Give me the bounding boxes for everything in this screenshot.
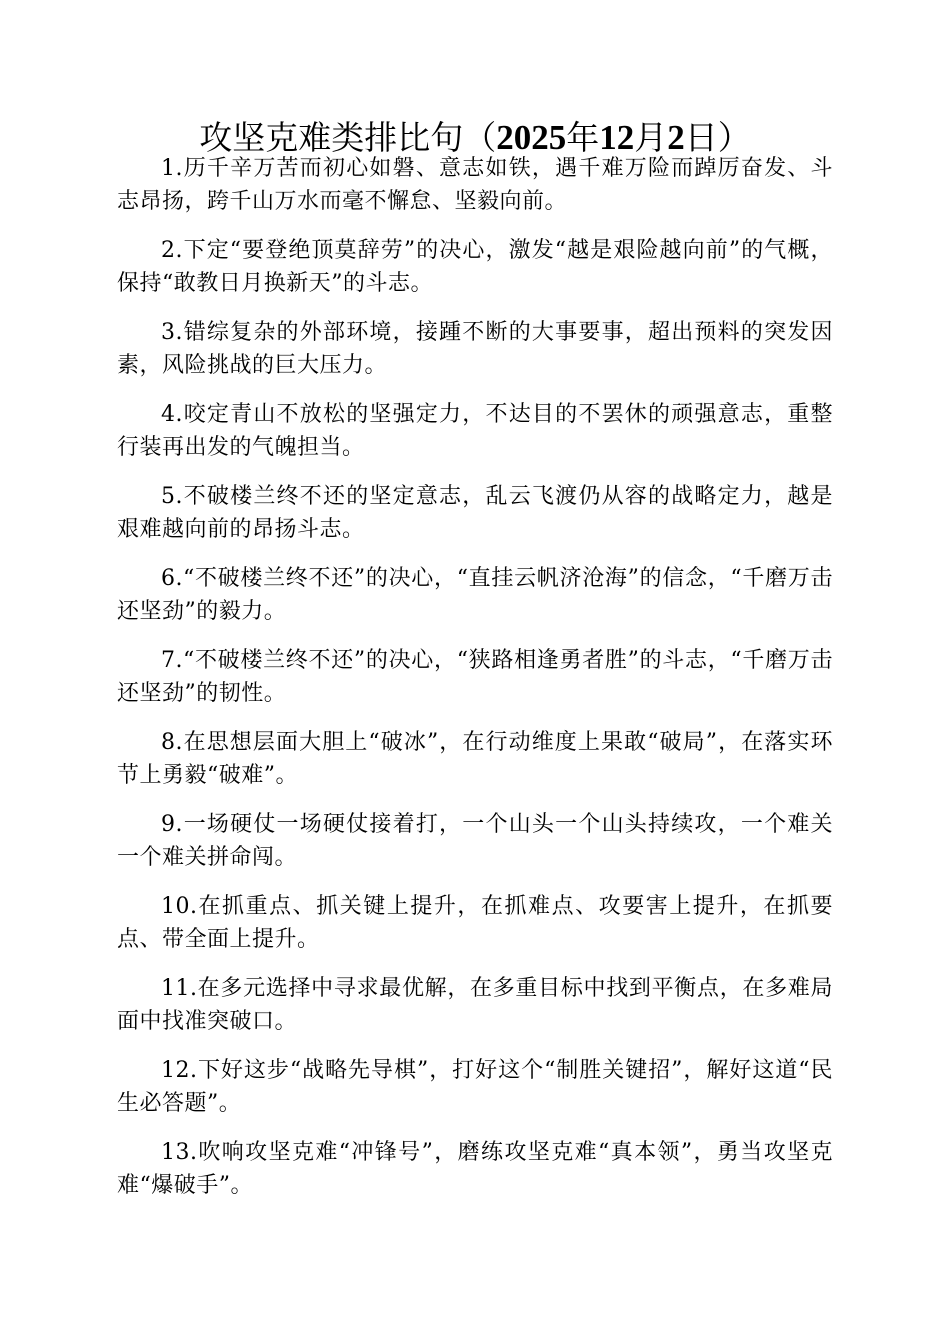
paragraph-8: 8.在思想层面大胆上“破冰”，在行动维度上果敢“破局”，在落实环节上勇毅“破难”。 — [117, 730, 833, 788]
paragraph-4: 4.咬定青山不放松的坚强定力，不达目的不罢休的顽强意志，重整行装再出发的气魄担当。 — [117, 402, 833, 460]
title-month-unit: 月 — [634, 118, 668, 157]
paragraph-1: 1.历千辛万苦而初心如磐、意志如铁，遇千难万险而踔厉奋发、斗志昂扬，跨千山万水而毫不懈怠、坚毅向前。 — [117, 156, 833, 214]
paragraph-list — [117, 152, 833, 1218]
title-year: 2025 — [496, 118, 567, 157]
paragraph-9: 9.一场硬仗一场硬仗接着打，一个山头一个山头持续攻，一个难关一个难关拼命闯。 — [117, 812, 833, 870]
paragraph-11: 11.在多元选择中寻求最优解，在多重目标中找到平衡点，在多难局面中找准突破口。 — [117, 976, 833, 1034]
title-month: 12 — [599, 118, 635, 157]
title-year-unit: 年 — [566, 118, 600, 157]
paragraph-3: 3.错综复杂的外部环境，接踵不断的大事要事，超出预料的突发因素，风险挑战的巨大压力。 — [117, 320, 833, 378]
paragraph-5: 5.不破楼兰终不还的坚定意志，乱云飞渡仍从容的战略定力，越是艰难越向前的昂扬斗志。 — [117, 484, 833, 542]
paragraph-13: 13.吹响攻坚克难“冲锋号”，磨练攻坚克难“真本领”，勇当攻坚克难“爆破手”。 — [117, 1140, 833, 1198]
paragraph-10: 10.在抓重点、抓关键上提升，在抓难点、攻要害上提升，在抓要点、带全面上提升。 — [117, 894, 833, 952]
title-day: 2 — [667, 118, 685, 157]
title-day-unit: 日） — [684, 118, 751, 157]
paragraph-2: 2.下定“要登绝顶莫辞劳”的决心，激发“越是艰险越向前”的气概，保持“敢教日月换新天”的斗志。 — [117, 238, 833, 296]
title-prefix: 攻坚克难类排比句（ — [199, 118, 497, 157]
paragraph-12: 12.下好这步“战略先导棋”，打好这个“制胜关键招”，解好这道“民生必答题”。 — [117, 1058, 833, 1116]
paragraph-7: 7.“不破楼兰终不还”的决心，“狭路相逢勇者胜”的斗志，“千磨万击还坚劲”的韧性。 — [117, 648, 833, 706]
paragraph-6: 6.“不破楼兰终不还”的决心，“直挂云帆济沧海”的信念，“千磨万击还坚劲”的毅力。 — [117, 566, 833, 624]
